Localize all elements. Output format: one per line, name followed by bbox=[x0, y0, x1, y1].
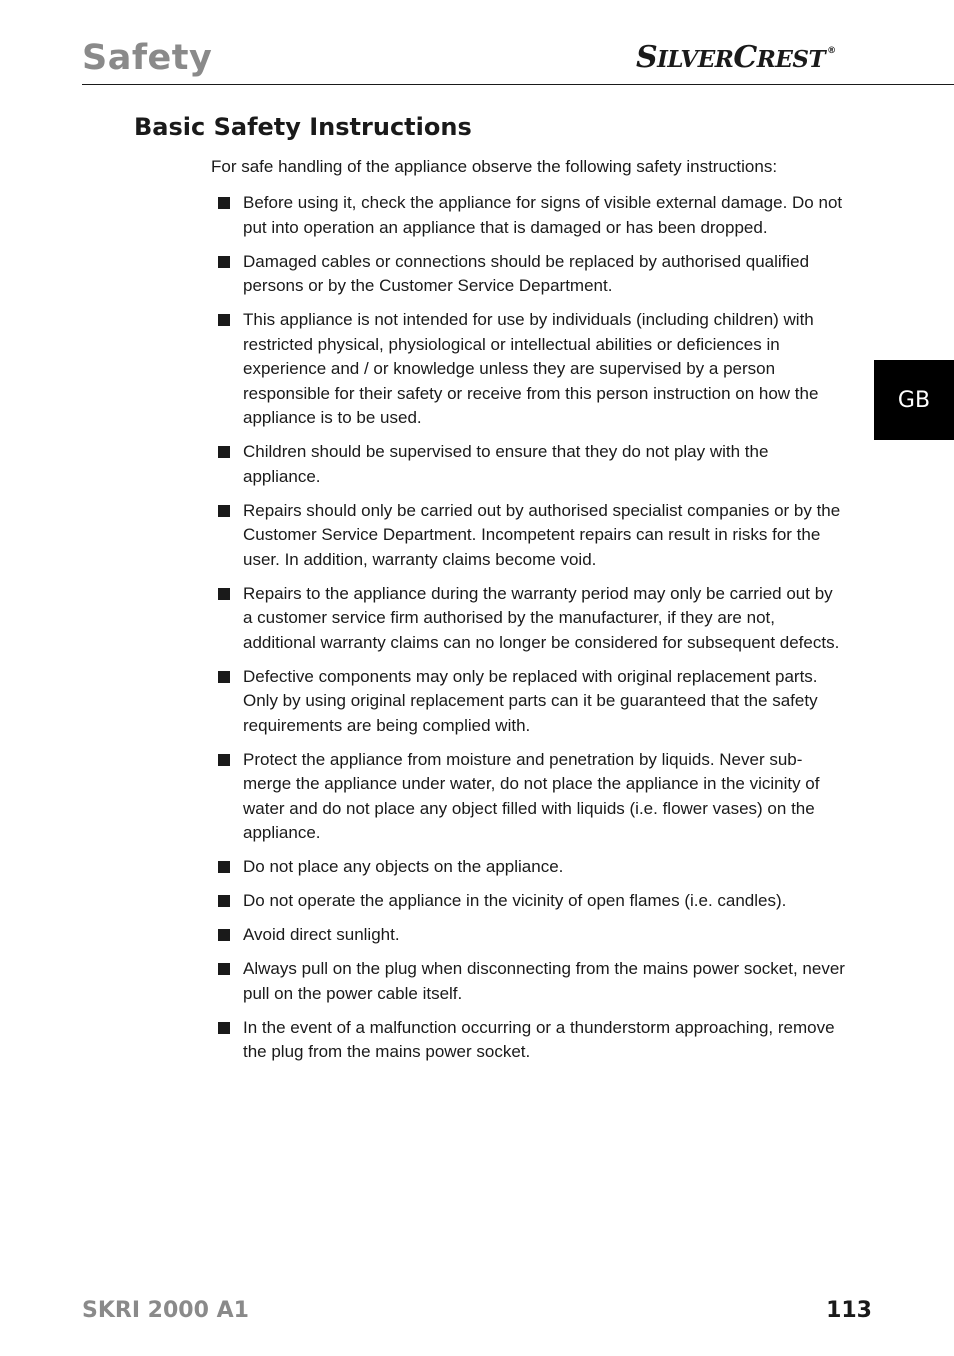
list-item-text: Repairs should only be carried out by authorised specialist companies or by the Customer Service Department. Incompetent repairs can result in risks for the user. In addition, warranty claims become void. bbox=[243, 500, 841, 569]
list-item bbox=[216, 889, 846, 914]
list-item bbox=[216, 957, 846, 1006]
list-item bbox=[216, 191, 846, 240]
list-item-text: Before using it, check the appliance for signs of visible external damage. Do not put into operation an appliance that is damaged or has been dropped. bbox=[243, 193, 843, 237]
list-item bbox=[216, 748, 846, 846]
list-item bbox=[216, 923, 846, 948]
header-rule bbox=[82, 84, 954, 85]
square-bullet-icon bbox=[218, 588, 230, 600]
square-bullet-icon bbox=[218, 754, 230, 766]
list-item-text: Do not operate the appliance in the vicinity of open flames (i.e. candles). bbox=[243, 891, 787, 910]
list-item bbox=[216, 440, 846, 489]
intro-text: For safe handling of the appliance observe the following safety instructions: bbox=[211, 157, 778, 176]
language-tab bbox=[874, 360, 954, 440]
language-tab-label: GB bbox=[897, 387, 931, 413]
list-item-text: In the event of a malfunction occurring or a thunderstorm approaching, remove the plug from the mains power socket. bbox=[243, 1017, 835, 1061]
square-bullet-icon bbox=[218, 895, 230, 907]
safety-instructions-list bbox=[216, 191, 846, 1074]
list-item-text: Do not place any objects on the appliance. bbox=[243, 857, 564, 876]
list-item-text: This appliance is not intended for use by individuals (including children) with restricted physical, physiological or intellectual abilities or deficiences in experience and / or knowledge unless they are supervised by a person responsible for their safety or receive from this person instruction on how the appliance is to be used. bbox=[243, 310, 819, 427]
list-item-text: Children should be supervised to ensure that they do not play with the appliance. bbox=[243, 442, 769, 486]
square-bullet-icon bbox=[218, 446, 230, 458]
list-item-text: Protect the appliance from moisture and penetration by liquids. Never sub-merge the appliance under water, do not place the appliance in the vicinity of water and do not place any object filled with liquids (i.e. flower vases) on the appliance. bbox=[243, 749, 820, 842]
brand-logo-ilver: ILVER bbox=[657, 46, 734, 73]
list-item-text: Defective components may only be replaced with original replacement parts. Only by using original replacement parts can it be guaranteed that the safety requirements are being complied with. bbox=[243, 666, 818, 735]
page-header-title: Safety bbox=[82, 38, 213, 78]
square-bullet-icon bbox=[218, 929, 230, 941]
square-bullet-icon bbox=[218, 314, 230, 326]
brand-logo-s: S bbox=[636, 40, 658, 75]
square-bullet-icon bbox=[218, 671, 230, 683]
square-bullet-icon bbox=[218, 197, 230, 209]
square-bullet-icon bbox=[218, 861, 230, 873]
list-item bbox=[216, 308, 846, 431]
list-item-text: Avoid direct sunlight. bbox=[243, 925, 400, 944]
brand-logo-rest: REST bbox=[756, 46, 826, 73]
square-bullet-icon bbox=[218, 963, 230, 975]
square-bullet-icon bbox=[218, 1022, 230, 1034]
brand-logo-c: C bbox=[733, 40, 757, 75]
list-item bbox=[216, 250, 846, 299]
square-bullet-icon bbox=[218, 505, 230, 517]
list-item-text: Repairs to the appliance during the warranty period may only be carried out by a customer service firm authorised by the manufacturer, if they are not, additional warranty claims can no longer be considered for subsequent defects. bbox=[243, 583, 840, 652]
footer-page-number: 113 bbox=[826, 1298, 872, 1323]
section-heading: Basic Safety Instructions bbox=[134, 113, 472, 141]
list-item-text: Always pull on the plug when disconnecting from the mains power socket, never pull on the power cable itself. bbox=[243, 959, 845, 1003]
list-item bbox=[216, 1016, 846, 1065]
footer-model: SKRI 2000 A1 bbox=[82, 1298, 249, 1323]
list-item bbox=[216, 582, 846, 656]
list-item-text: Damaged cables or connections should be replaced by authorised qualified persons or by the Customer Service Department. bbox=[243, 251, 810, 295]
list-item bbox=[216, 665, 846, 739]
brand-logo bbox=[636, 40, 836, 75]
registered-mark: ® bbox=[827, 46, 836, 56]
square-bullet-icon bbox=[218, 256, 230, 268]
list-item bbox=[216, 855, 846, 880]
list-item bbox=[216, 499, 846, 573]
